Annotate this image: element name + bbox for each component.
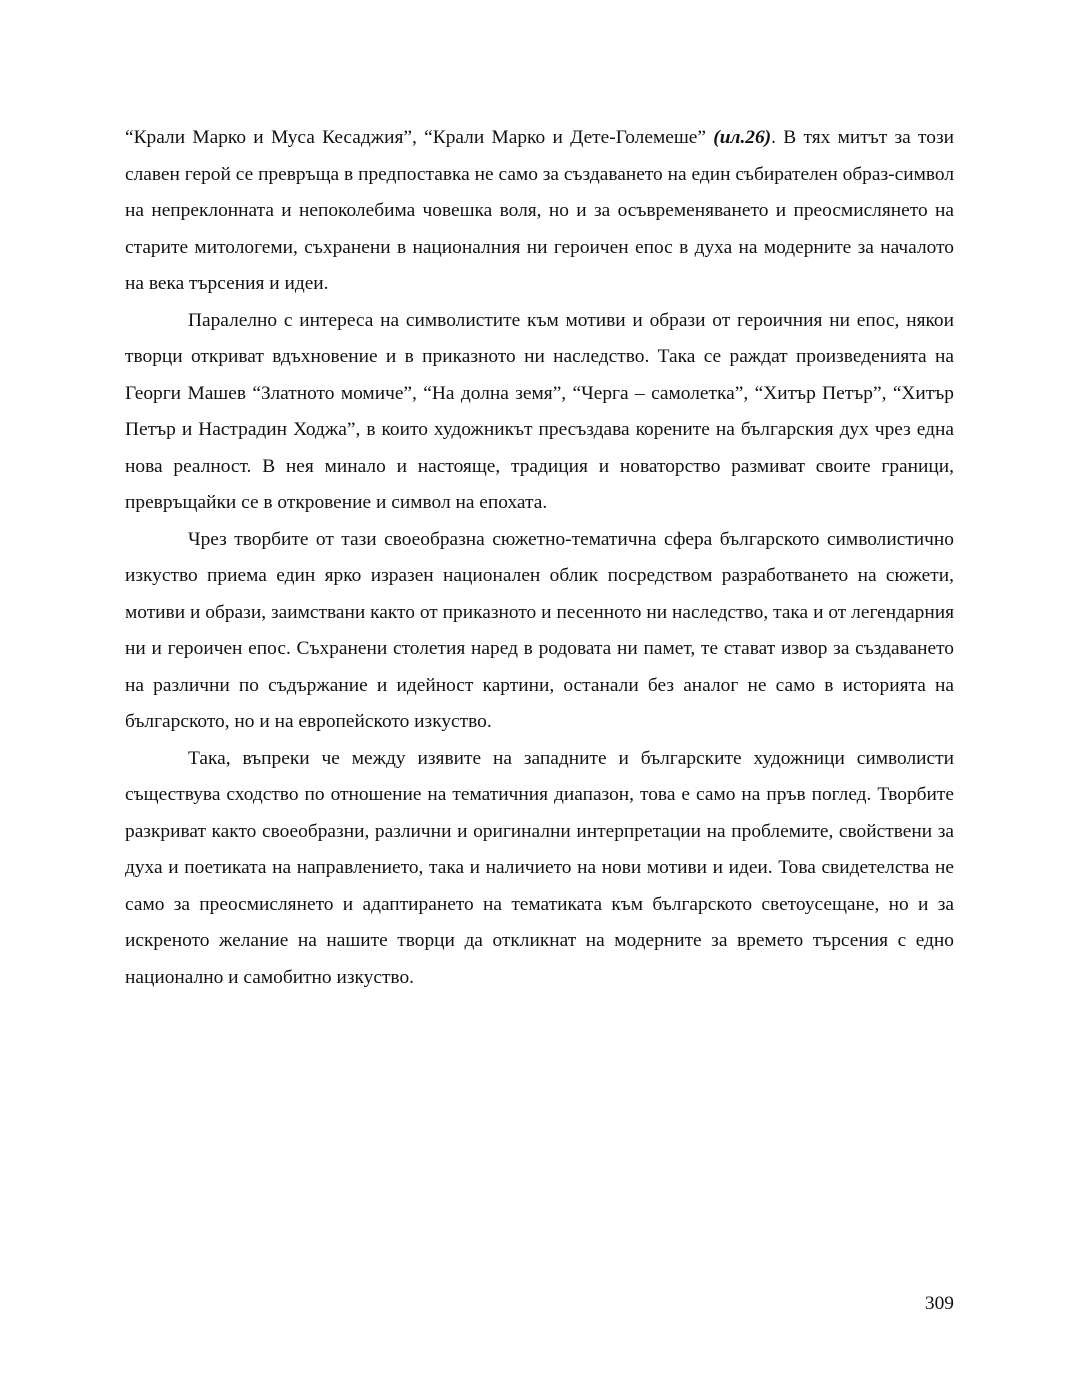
paragraph-1 [125, 120, 954, 303]
paragraph-1-text-start: “Крали Марко и Муса Кесаджия”, “Крали Марко и Дете-Големеше” [125, 127, 714, 148]
paragraph-2: Паралелно с интереса на символистите към мотиви и образи от героичния ни епос, някои творци откриват вдъхновение и в приказното ни наследство. Така се раждат произведенията на Георги Машев “Златното момиче”, “На долна земя”, “Черга – самолетка”, “Хитър Петър”, “Хитър Петър и Настрадин Ходжа”, в които художникът пресъздава корените на българския дух чрез една нова реалност. В нея минало и настояще, традиция и новаторство размиват своите граници, превръщайки се в откровение и символ на епохата. [125, 309, 954, 513]
paragraph-4: Така, въпреки че между изявите на западните и българските художници символисти съществува сходство по отношение на тематичния диапазон, това е само на пръв поглед. Творбите разкриват както своеобразни, различни и оригинални интерпретации на проблемите, свойствени за духа и поетиката на направлението, така и наличието на нови мотиви и идеи. Това свидетелства не само за преосмислянето и адаптирането на тематиката към българското светоусещане, но и за искреното желание на нашите творци да откликнат на модерните за времето търсения с едно национално и самобитно изкуство. [125, 747, 954, 988]
paragraph-1-text-end: . В тях митът за този славен герой се превръща в предпоставка не само за създаването на един събирателен образ-символ на непреклонната и непоколебима човешка воля, но и за осъвременяването и преосмислянето на старите митологеми, съхранени в националния ни героичен епос в духа на модерните за началото на века търсения и идеи. [125, 127, 954, 294]
paragraph-3: Чрез творбите от тази своеобразна сюжетно-тематична сфера българското символистично изкуство приема един ярко изразен национален облик посредством разработването на сюжети, мотиви и образи, заимствани както от приказното и песенното ни наследство, така и от легендарния ни и героичен епос. Съхранени столетия наред в родовата ни памет, те стават извор за създаването на различни по съдържание и идейност картини, останали без аналог не само в историята на българското, но и на европейското изкуство. [125, 528, 954, 732]
text-body [125, 120, 954, 996]
illustration-reference: (ил.26) [713, 127, 772, 148]
page-number: 309 [924, 1293, 954, 1314]
